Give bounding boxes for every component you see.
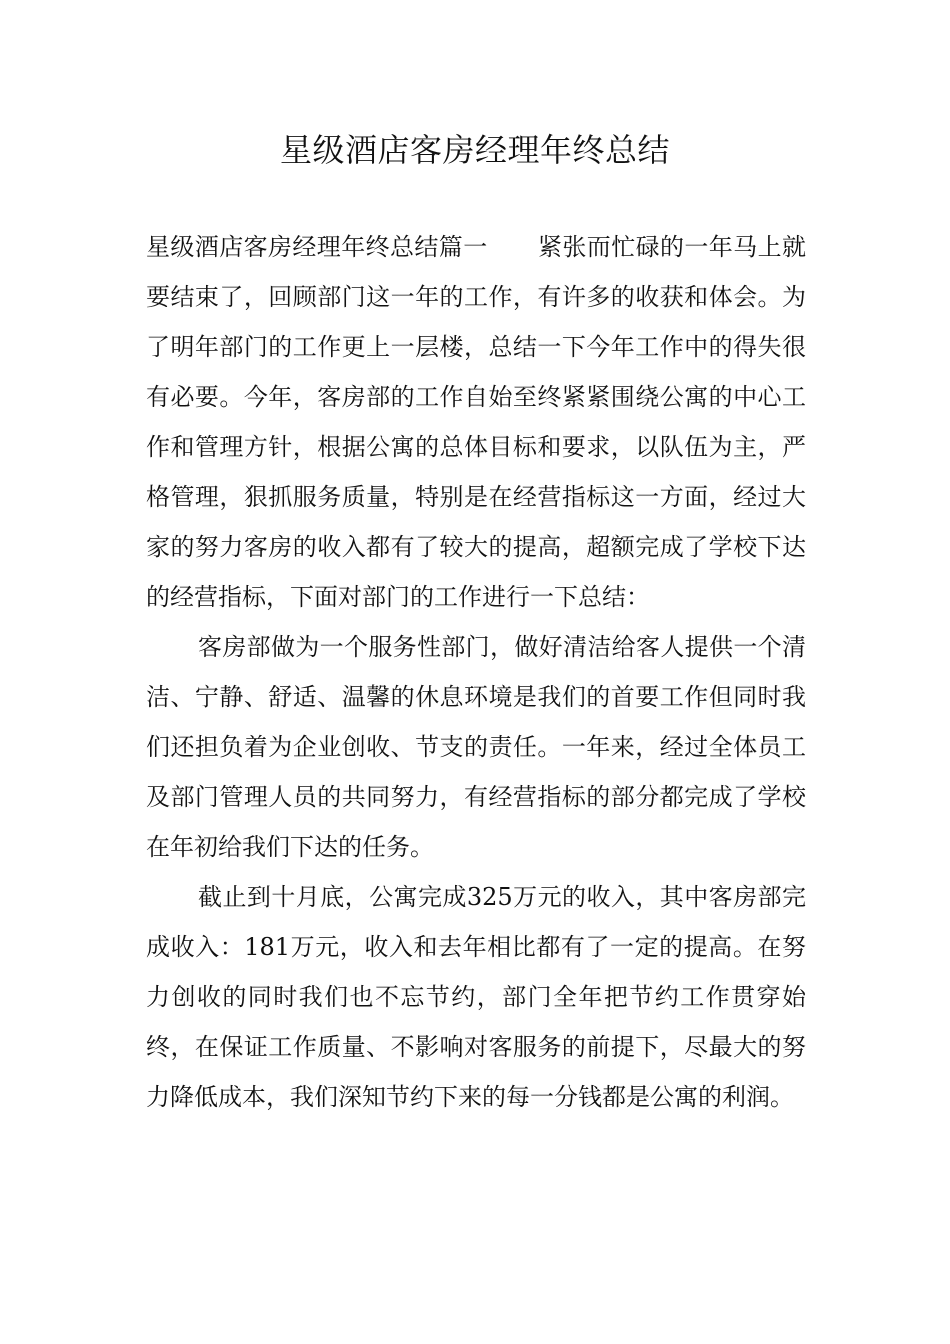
paragraph-intro [146,222,806,622]
paragraph-1-text: 紧张而忙碌的一年马上就要结束了，回顾部门这一年的工作，有许多的收获和体会。为了明年部门的工作更上一层楼，总结一下今年工作中的得失很有必要。今年，客房部的工作自始至终紧紧围绕公寓的中心工作和管理方针，根据公寓的总体目标和要求，以队伍为主，严格管理，狠抓服务质量，特别是在经营指标这一方面，经过大家的努力客房的收入都有了较大的提高，超额完成了学校下达的经营指标，下面对部门的工作进行一下总结： [146,233,807,611]
paragraph-2: 客房部做为一个服务性部门，做好清洁给客人提供一个清洁、宁静、舒适、温馨的休息环境是我们的首要工作但同时我们还担负着为企业创收、节支的责任。一年来，经过全体员工及部门管理人员的共同努力，有经营指标的部分都完成了学校在年初给我们下达的任务。 [146,633,806,861]
paragraph-3: 截止到十月底，公寓完成325万元的收入，其中客房部完成收入：181万元，收入和去年相比都有了一定的提高。在努力创收的同时我们也不忘节约，部门全年把节约工作贯穿始终，在保证工作质量、不影响对客服务的前提下，尽最大的努力降低成本，我们深知节约下来的每一分钱都是公寓的利润。 [146,883,806,1111]
section-heading: 星级酒店客房经理年终总结篇一 [146,233,488,261]
document-title: 星级酒店客房经理年终总结 [279,131,670,169]
document-body [146,222,806,1122]
